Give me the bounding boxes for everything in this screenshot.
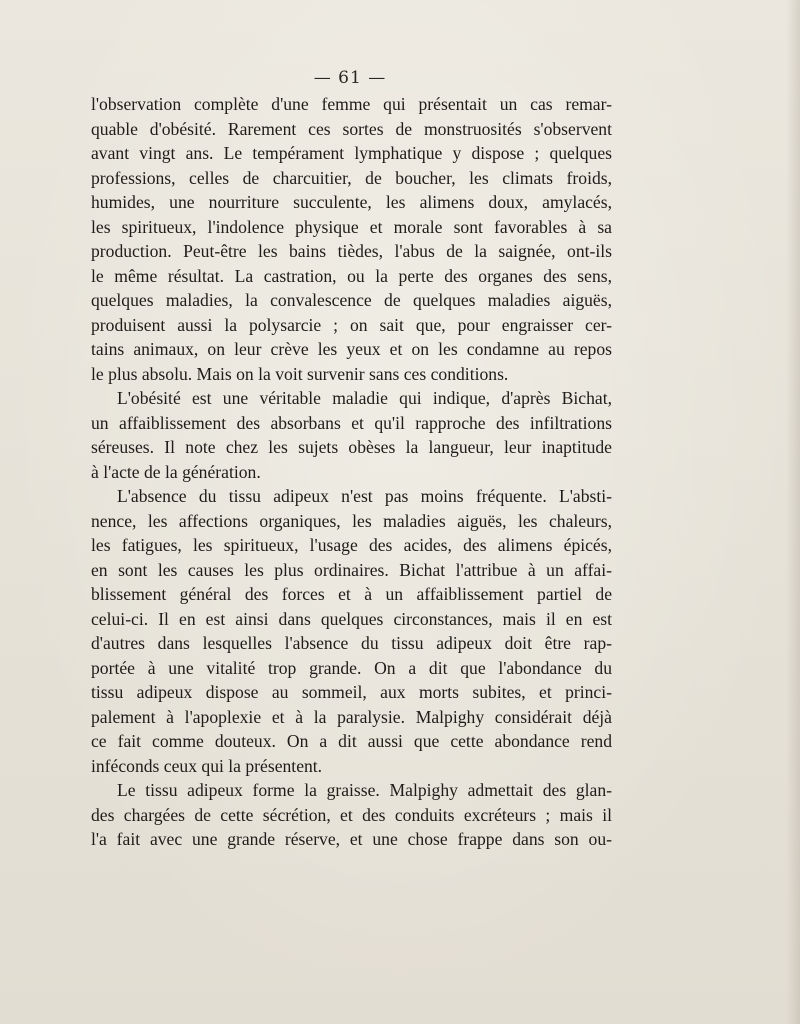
text-line: ce fait comme douteux. On a dit aussi que cette abondance rend [91, 731, 612, 751]
text-line: nence, les affections organiques, les maladies aiguës, les chaleurs, [91, 510, 612, 531]
text-line: portée à une vitalité trop grande. On a dit que l'abondance du [91, 657, 612, 678]
text-line: des chargées de cette sécrétion, et des conduits excréteurs ; mais il [91, 804, 612, 825]
text-line: quelques maladies, la convalescence de quelques maladies aiguës, [91, 290, 612, 310]
text-line: inféconds ceux qui la présentent. [91, 755, 323, 776]
text-line: humides, une nourriture succulente, les alimens doux, amylacés, [91, 192, 612, 212]
text-line: celui-ci. Il en est ainsi dans quelques circonstances, mais il en est [91, 608, 612, 629]
body-text [91, 92, 612, 852]
text-line: palement à l'apoplexie et à la paralysie. Malpighy considérait déjà [91, 706, 612, 727]
text-line: séreuses. Il note chez les sujets obèses la langueur, leur inaptitude [91, 437, 612, 457]
text-line: blissement général des forces et à un affaiblissement partiel de [91, 584, 612, 604]
text-line: L'absence du tissu adipeux n'est pas moins fréquente. L'absti- [117, 486, 612, 506]
text-line: production. Peut-être les bains tièdes, l'abus de la saignée, ont-ils [91, 241, 612, 261]
text-line: L'obésité est une véritable maladie qui indique, d'après Bichat, [117, 388, 612, 408]
text-line: quable d'obésité. Rarement ces sortes de monstruosités s'observent [91, 118, 612, 139]
text-line: professions, celles de charcuitier, de boucher, les climats froids, [91, 167, 612, 188]
text-line: les fatigues, les spiritueux, l'usage des acides, des alimens épicés, [91, 535, 612, 555]
text-line: tains animaux, on leur crève les yeux et on les condamne au repos [91, 339, 612, 359]
text-line: l'a fait avec une grande réserve, et une chose frappe dans son ou- [91, 829, 612, 849]
text-line: le plus absolu. Mais on la voit survenir sans ces conditions. [91, 363, 509, 384]
text-line: les spiritueux, l'indolence physique et morale sont favorables à sa [91, 216, 612, 237]
page-number: — 61 — [313, 68, 387, 88]
text-line: un affaiblissement des absorbans et qu'il rapproche des infiltrations [91, 412, 612, 433]
text-line: produisent aussi la polysarcie ; on sait que, pour engraisser cer- [91, 314, 612, 335]
text-line: tissu adipeux dispose au sommeil, aux morts subites, et princi- [91, 682, 612, 702]
text-line: l'observation complète d'une femme qui présentait un cas remar- [91, 94, 612, 114]
text-line: avant vingt ans. Le tempérament lymphatique y dispose ; quelques [91, 143, 612, 163]
text-line: le même résultat. La castration, ou la perte des organes des sens, [91, 265, 612, 286]
text-line: en sont les causes les plus ordinaires. Bichat l'attribue à un affai- [91, 559, 612, 580]
text-line: à l'acte de la génération. [91, 461, 261, 482]
text-line: Le tissu adipeux forme la graisse. Malpighy admettait des glan- [117, 780, 612, 800]
text-line: d'autres dans lesquelles l'absence du tissu adipeux doit être rap- [91, 633, 612, 653]
